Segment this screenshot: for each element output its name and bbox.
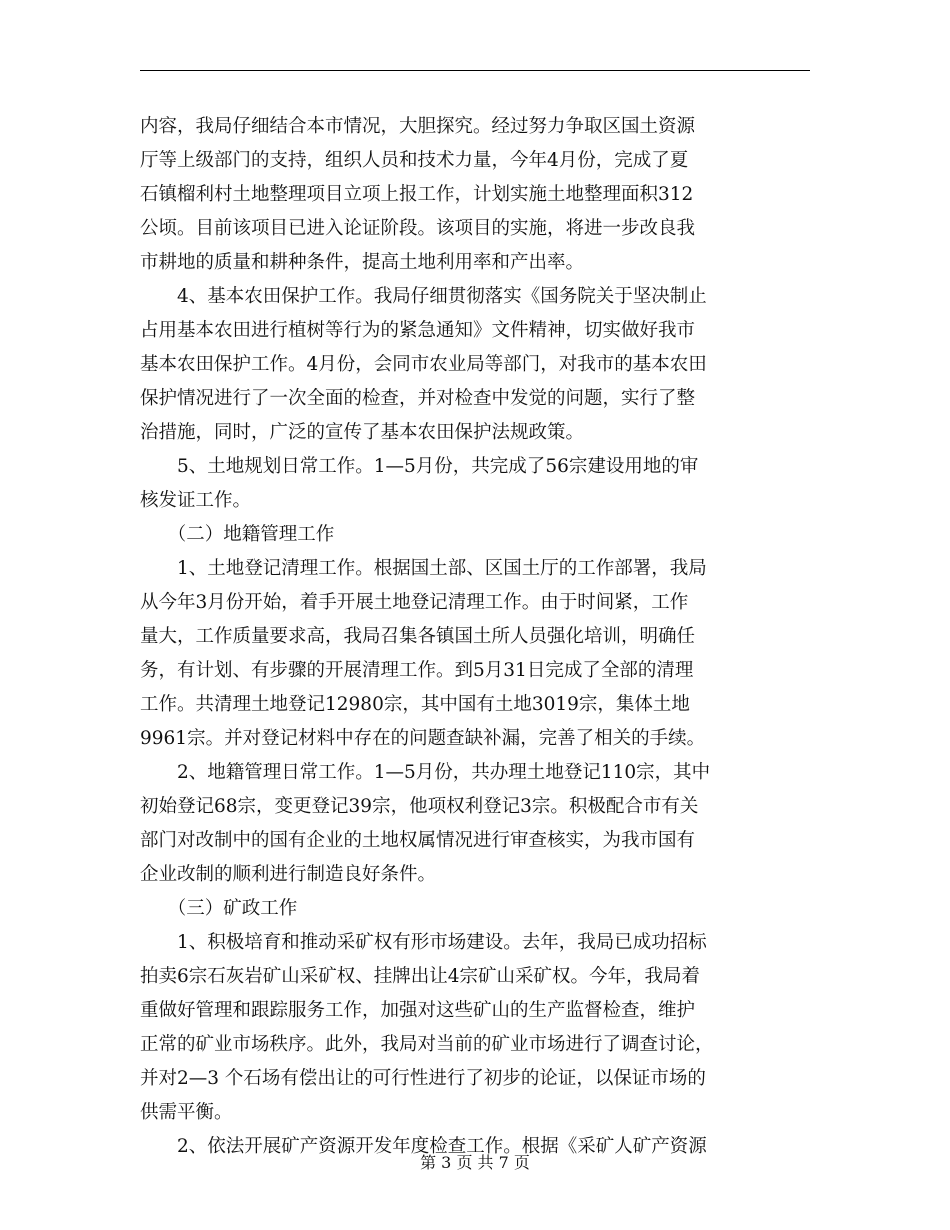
text-line: 石镇榴利村土地整理项目立项上报工作，计划实施土地整理面积312 [140, 184, 694, 205]
header-rule [140, 70, 810, 71]
text-line: 正常的矿业市场秩序。此外，我局对当前的矿业市场进行了调查讨论， [140, 1034, 714, 1055]
text-line: 务，有计划、有步骤的开展清理工作。到5月31日完成了全部的清理 [140, 660, 694, 681]
text-line: 1、土地登记清理工作。根据国土部、区国土厅的工作部署，我局 [140, 558, 707, 579]
text-line: 公顷。目前该项目已进入论证阶段。该项目的实施，将进一步改良我 [140, 218, 696, 239]
text-line: 保护情况进行了一次全面的检查，并对检查中发觉的问题，实行了整 [140, 388, 696, 409]
document-body [140, 110, 810, 1164]
text-line: 占用基本农田进行植树等行为的紧急通知》文件精神，切实做好我市 [140, 320, 696, 341]
text-line: 拍卖6宗石灰岩矿山采矿权、挂牌出让4宗矿山采矿权。今年，我局着 [140, 966, 701, 987]
text-line: 部门对改制中的国有企业的土地权属情况进行审查核实，为我市国有 [140, 830, 696, 851]
text-line: 治措施，同时，广泛的宣传了基本农田保护法规政策。 [140, 422, 585, 443]
text-line: 内容，我局仔细结合本市情况，大胆探究。经过努力争取区国土资源 [140, 116, 696, 137]
text-line: 并对2—3 个石场有偿出让的可行性进行了初步的论证，以保证市场的 [140, 1068, 706, 1089]
text-line: 市耕地的质量和耕种条件，提高土地利用率和产出率。 [140, 252, 585, 273]
text-line: 1、积极培育和推动采矿权有形市场建设。去年，我局已成功招标 [140, 932, 707, 953]
text-line: 2、依法开展矿产资源开发年度检查工作。根据《采矿人矿产资源 [140, 1136, 707, 1157]
text-line: 企业改制的顺利进行制造良好条件。 [140, 864, 437, 885]
text-line: 厅等上级部门的支持，组织人员和技术力量，今年4月份，完成了夏 [140, 150, 689, 171]
text-line: 供需平衡。 [140, 1102, 233, 1123]
text-line: 量大，工作质量要求高，我局召集各镇国土所人员强化培训，明确任 [140, 626, 696, 647]
text-line: 工作。共清理土地登记12980宗，其中国有土地3019宗，集体土地 [140, 694, 690, 715]
text-line: 初始登记68宗，变更登记39宗，他项权利登记3宗。积极配合市有关 [140, 796, 699, 817]
page-number-footer: 第 3 页 共 7 页 [420, 1153, 530, 1172]
text-line: 2、地籍管理日常工作。1—5月份，共办理土地登记110宗，其中 [140, 762, 711, 783]
section-heading: （二）地籍管理工作 [140, 524, 335, 545]
text-line: 9961宗。并对登记材料中存在的问题查缺补漏，完善了相关的手续。 [140, 728, 706, 749]
text-line: 基本农田保护工作。4月份，会同市农业局等部门，对我市的基本农田 [140, 354, 707, 375]
section-heading: （三）矿政工作 [140, 898, 298, 919]
text-line: 5、土地规划日常工作。1—5月份，共完成了56宗建设用地的审 [140, 456, 699, 477]
text-line: 4、基本农田保护工作。我局仔细贯彻落实《国务院关于坚决制止 [140, 286, 707, 307]
text-line: 重做好管理和跟踪服务工作，加强对这些矿山的生产监督检查，维护 [140, 1000, 696, 1021]
text-line: 从今年3月份开始，着手开展土地登记清理工作。由于时间紧，工作 [140, 592, 689, 613]
text-line: 核发证工作。 [140, 490, 252, 511]
